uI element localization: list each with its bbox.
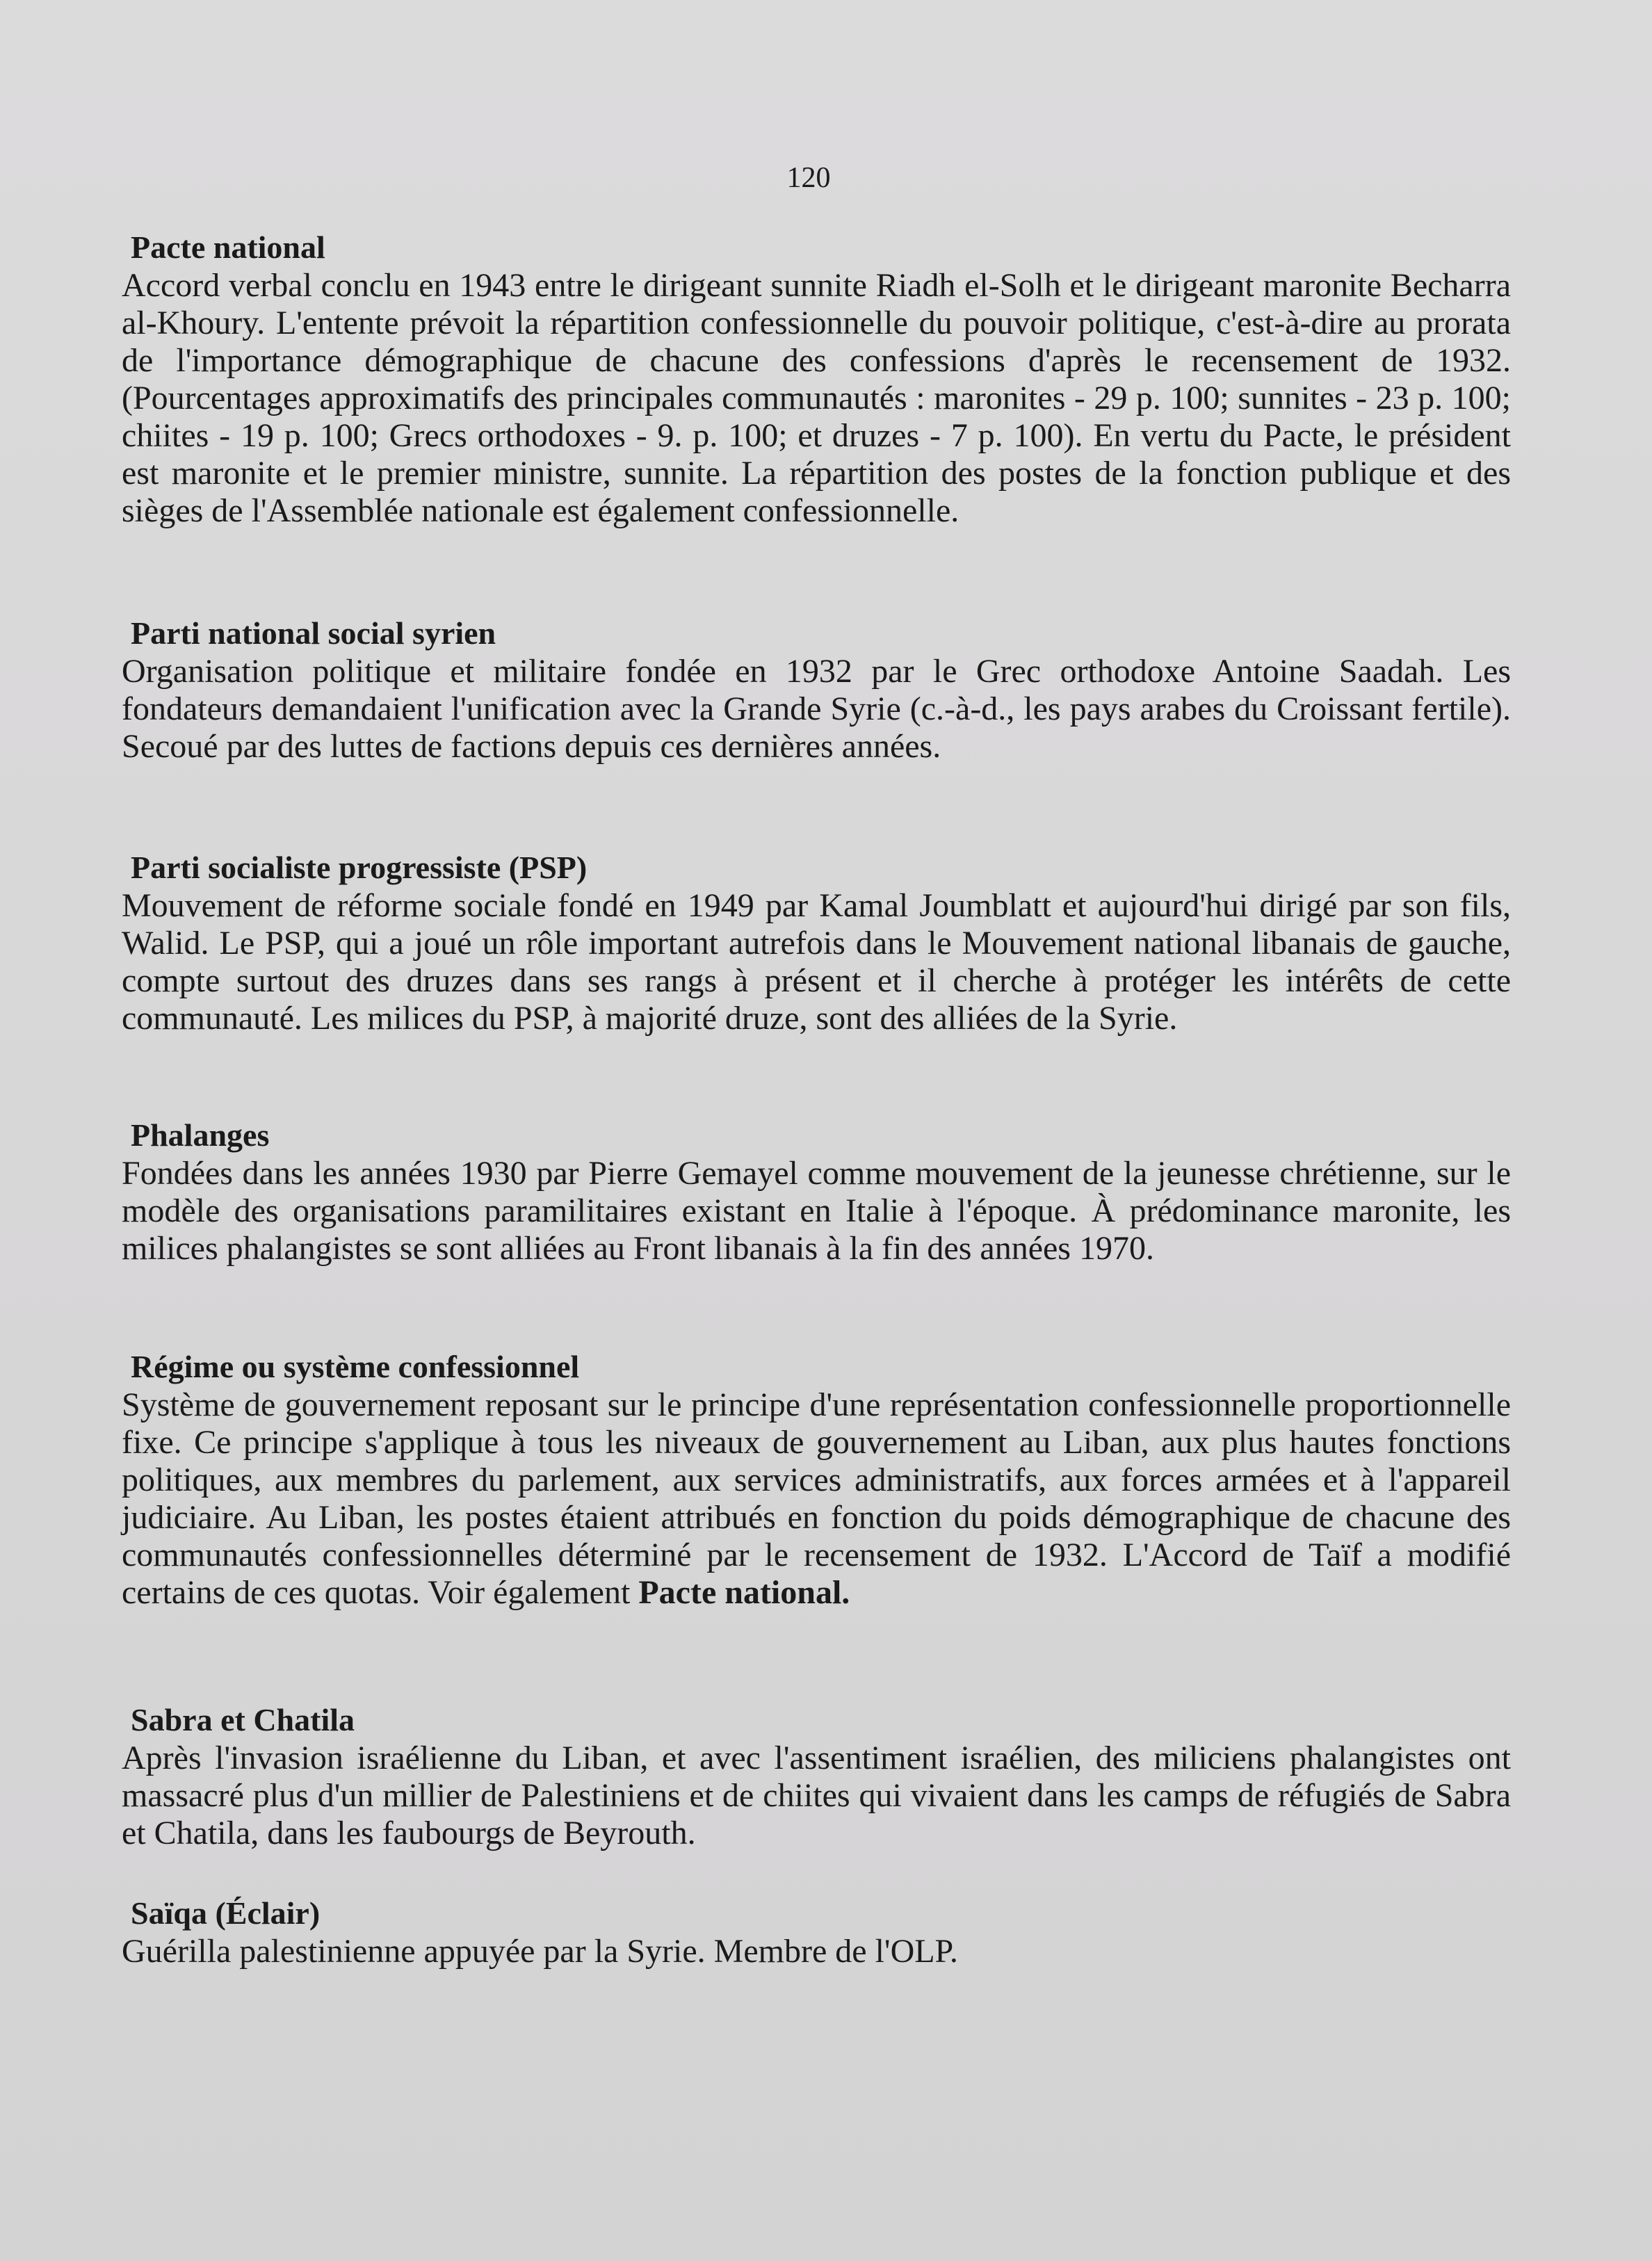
glossary-entry-sabra-et-chatila: [122, 1701, 1511, 1852]
glossary-entry-saiqa: [122, 1894, 1511, 1970]
page-number: 120: [786, 162, 831, 194]
entry-term: Sabra et Chatila: [131, 1702, 355, 1737]
glossary-entry-parti-national-social-syrien: [122, 614, 1511, 765]
entry-definition: Accord verbal conclu en 1943 entre le dirigeant sunnite Riadh el-Solh et le dirigeant maronite Becharra al-Khoury. L'entente prévoit la répartition confessionnelle du pouvoir politique, c'est-à-dire au prorata de l'importance démographique de chacune des confessions d'après le recensement de 1932. (Pourcentages approximatifs des principales communautés : maronites - 29 p. 100; sunnites - 23 p. 100; chiites - 19 p. 100; Grecs orthodoxes - 9. p. 100; et druzes - 7 p. 100). En vertu du Pacte, le président est maronite et le premier ministre, sunnite. La répartition des postes de la fonction publique et des sièges de l'Assemblée nationale est également confessionnelle.: [122, 267, 1511, 529]
glossary-entry-pacte-national: [122, 228, 1511, 530]
entry-definition: Fondées dans les années 1930 par Pierre Gemayel comme mouvement de la jeunesse chrétienne, sur le modèle des organisations paramilitaires existant en Italie à l'époque. À prédominance maronite, les milices phalangistes se sont alliées au Front libanais à la fin des années 1970.: [122, 1155, 1511, 1267]
entry-term: Pacte national: [131, 229, 325, 265]
entry-definition: Après l'invasion israélienne du Liban, et avec l'assentiment israélien, des miliciens phalangistes ont massacré plus d'un millier de Palestiniens et de chiites qui vivaient dans les camps de réfugiés de Sabra et Chatila, dans les faubourgs de Beyrouth.: [122, 1740, 1511, 1851]
see-also-link: Pacte national.: [638, 1574, 850, 1611]
glossary-entry-phalanges: [122, 1116, 1511, 1267]
entry-definition: Organisation politique et militaire fondée en 1932 par le Grec orthodoxe Antoine Saadah. Les fondateurs demandaient l'unification avec la Grande Syrie (c.-à-d., les pays arabes du Croissant fertile). Secoué par des luttes de factions depuis ces dernières années.: [122, 653, 1511, 765]
entry-definition-text: Système de gouvernement reposant sur le principe d'une représentation confessionnelle proportionnelle fixe. Ce principe s'applique à tous les niveaux de gouvernement au Liban, aux plus hautes fonctions politiques, aux membres du parlement, aux services administratifs, aux forces armées et à l'appareil judiciaire. Au Liban, les postes étaient attribués en fonction du poids démographique de chacune des communautés confessionnelles déterminé par le recensement de 1932. L'Accord de Taïf a modifié certains de ces quotas. Voir également: [122, 1386, 1511, 1611]
entry-definition: Mouvement de réforme sociale fondé en 1949 par Kamal Joumblatt et aujourd'hui dirigé par son fils, Walid. Le PSP, qui a joué un rôle important autrefois dans le Mouvement national libanais de gauche, compte surtout des druzes dans ses rangs à présent et il cherche à protéger les intérêts de cette communauté. Les milices du PSP, à majorité druze, sont des alliées de la Syrie.: [122, 887, 1511, 1037]
entry-term: Phalanges: [131, 1117, 270, 1153]
entry-definition: Guérilla palestinienne appuyée par la Syrie. Membre de l'OLP.: [122, 1933, 958, 1970]
entry-definition: [122, 1386, 1511, 1612]
entry-term: Saïqa (Éclair): [131, 1895, 321, 1931]
glossary-entry-parti-socialiste-progressiste: [122, 848, 1511, 1037]
entry-term: Parti socialiste progressiste (PSP): [131, 850, 588, 885]
entry-term: Parti national social syrien: [131, 615, 496, 651]
glossary-entry-regime-confessionnel: [122, 1347, 1511, 1612]
entry-term: Régime ou système confessionnel: [131, 1349, 580, 1384]
